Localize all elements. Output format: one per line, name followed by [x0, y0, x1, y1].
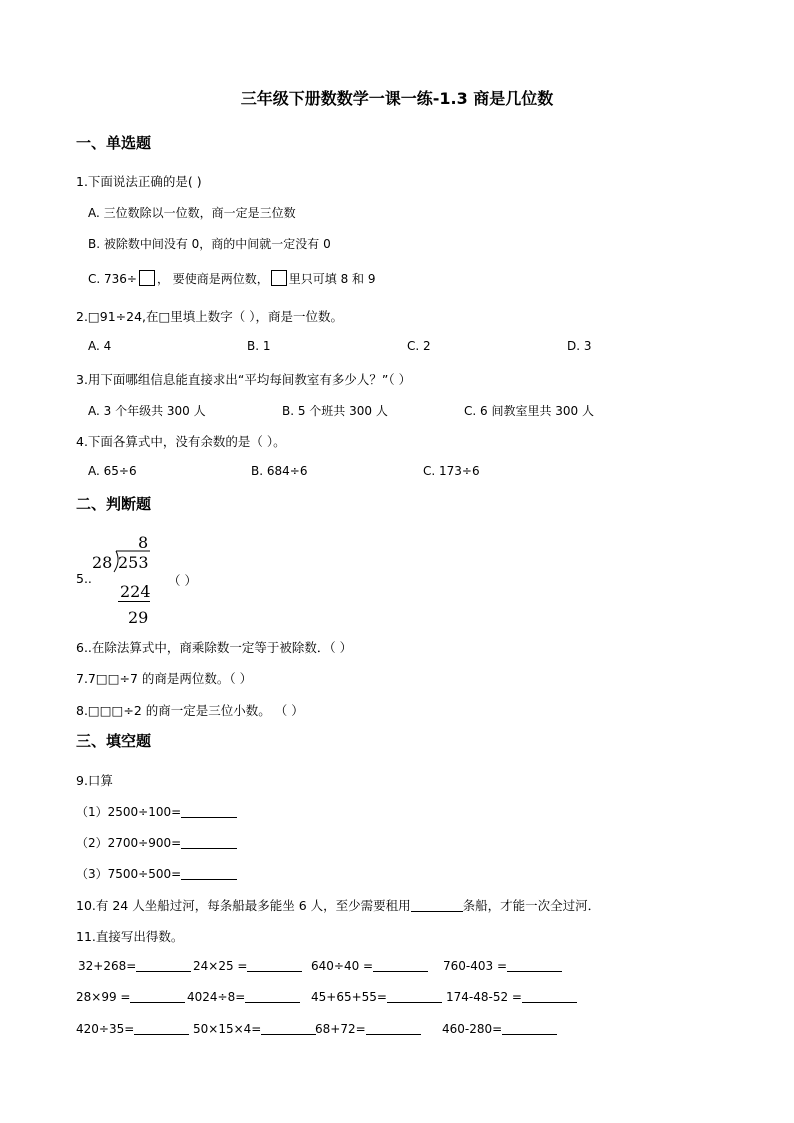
- question-10: 10.有 24 人坐船过河，每条船最多能坐 6 人，至少需要租用 条船，才能一次全过河．: [76, 898, 601, 913]
- answer-blank[interactable]: [181, 879, 237, 880]
- division-divisor: 28: [92, 553, 113, 572]
- question-4-option-c[interactable]: C. 173÷6: [423, 464, 480, 478]
- question-3-option-a[interactable]: A. 3 个年级共 300 人: [88, 404, 206, 418]
- section-heading-single-choice: 一、单选题: [76, 134, 152, 152]
- section-heading-true-false: 二、判断题: [76, 495, 152, 513]
- page-title: 三年级下册数数学一课一练-1.3 商是几位数: [240, 89, 554, 108]
- question-9-item-3: （3）7500÷500=: [76, 865, 237, 882]
- question-8: 8.□□□÷2 的商一定是三位小数。 （ ）: [76, 703, 304, 718]
- blank-box: [271, 270, 287, 286]
- question-2-stem: 2.□91÷24,在□里填上数字（ ），商是一位数。: [76, 309, 344, 324]
- q11-item: 174-48-52 =: [446, 990, 577, 1004]
- q11-item: 420÷35=: [76, 1022, 189, 1036]
- question-4-stem: 4.下面各算式中，没有余数的是（ ）。: [76, 434, 286, 449]
- q11-item: 32+268=: [78, 959, 191, 973]
- q11-item: 640÷40 =: [311, 959, 428, 973]
- q11-item: 45+65+55=: [311, 990, 442, 1004]
- option-c-suffix: 里只可填 8 和 9: [288, 272, 376, 286]
- question-6: 6..在除法算式中，商乘除数一定等于被除数．（ ）: [76, 640, 353, 655]
- division-line: [118, 601, 150, 602]
- question-5-answer-paren[interactable]: （ ）: [168, 573, 197, 588]
- answer-blank[interactable]: [411, 911, 463, 912]
- question-11-stem: 11.直接写出得数。: [76, 929, 184, 944]
- question-1-option-c[interactable]: [88, 270, 376, 287]
- question-9-item-2: （2）2700÷900=: [76, 834, 237, 851]
- question-1-option-a[interactable]: A. 三位数除以一位数，商一定是三位数: [88, 206, 296, 220]
- blank-box: [139, 270, 155, 286]
- q11-item: 24×25 =: [193, 959, 302, 973]
- q11-item: 68+72=: [315, 1022, 421, 1036]
- question-2-option-b[interactable]: B. 1: [247, 339, 271, 353]
- q11-item: 760-403 =: [443, 959, 562, 973]
- answer-blank[interactable]: [502, 1034, 557, 1035]
- section-heading-fill-in: 三、填空题: [76, 732, 152, 750]
- question-2-option-a[interactable]: A. 4: [88, 339, 112, 353]
- answer-blank[interactable]: [130, 1002, 185, 1003]
- answer-blank[interactable]: [134, 1034, 189, 1035]
- division-remainder: 29: [128, 608, 149, 627]
- answer-blank[interactable]: [181, 848, 237, 849]
- option-c-middle: ， 要使商是两位数，: [156, 272, 269, 286]
- answer-blank[interactable]: [507, 971, 562, 972]
- question-3-stem: 3.用下面哪组信息能直接求出“平均每间教室有多少人？”（ ）: [76, 372, 412, 387]
- question-1-option-b[interactable]: B. 被除数中间没有 0，商的中间就一定没有 0: [88, 237, 331, 251]
- answer-blank[interactable]: [373, 971, 428, 972]
- question-5-label: 5..: [76, 571, 92, 586]
- option-c-prefix: C. 736÷: [88, 272, 137, 286]
- answer-blank[interactable]: [181, 817, 237, 818]
- q11-item: 28×99 =: [76, 990, 185, 1004]
- answer-blank[interactable]: [366, 1034, 421, 1035]
- question-4-option-a[interactable]: A. 65÷6: [88, 464, 137, 478]
- division-quotient: 8: [138, 533, 149, 552]
- question-9-stem: 9.口算: [76, 773, 113, 788]
- question-1-stem: 1.下面说法正确的是( ): [76, 174, 202, 189]
- answer-blank[interactable]: [136, 971, 191, 972]
- division-dividend: 253: [118, 553, 149, 572]
- question-7: 7.7□□÷7 的商是两位数。（ ）: [76, 671, 253, 686]
- answer-blank[interactable]: [522, 1002, 577, 1003]
- answer-blank[interactable]: [261, 1034, 316, 1035]
- answer-blank[interactable]: [387, 1002, 442, 1003]
- q11-item: 460-280=: [442, 1022, 557, 1036]
- division-product: 224: [120, 582, 151, 601]
- question-2-option-c[interactable]: C. 2: [407, 339, 431, 353]
- q11-item: 4024÷8=: [187, 990, 300, 1004]
- answer-blank[interactable]: [245, 1002, 300, 1003]
- question-3-option-c[interactable]: C. 6 间教室里共 300 人: [464, 404, 594, 418]
- question-4-option-b[interactable]: B. 684÷6: [251, 464, 308, 478]
- question-3-option-b[interactable]: B. 5 个班共 300 人: [282, 404, 388, 418]
- answer-blank[interactable]: [247, 971, 302, 972]
- question-9-item-1: （1）2500÷100=: [76, 803, 237, 820]
- question-2-option-d[interactable]: D. 3: [567, 339, 592, 353]
- q11-item: 50×15×4=: [193, 1022, 316, 1036]
